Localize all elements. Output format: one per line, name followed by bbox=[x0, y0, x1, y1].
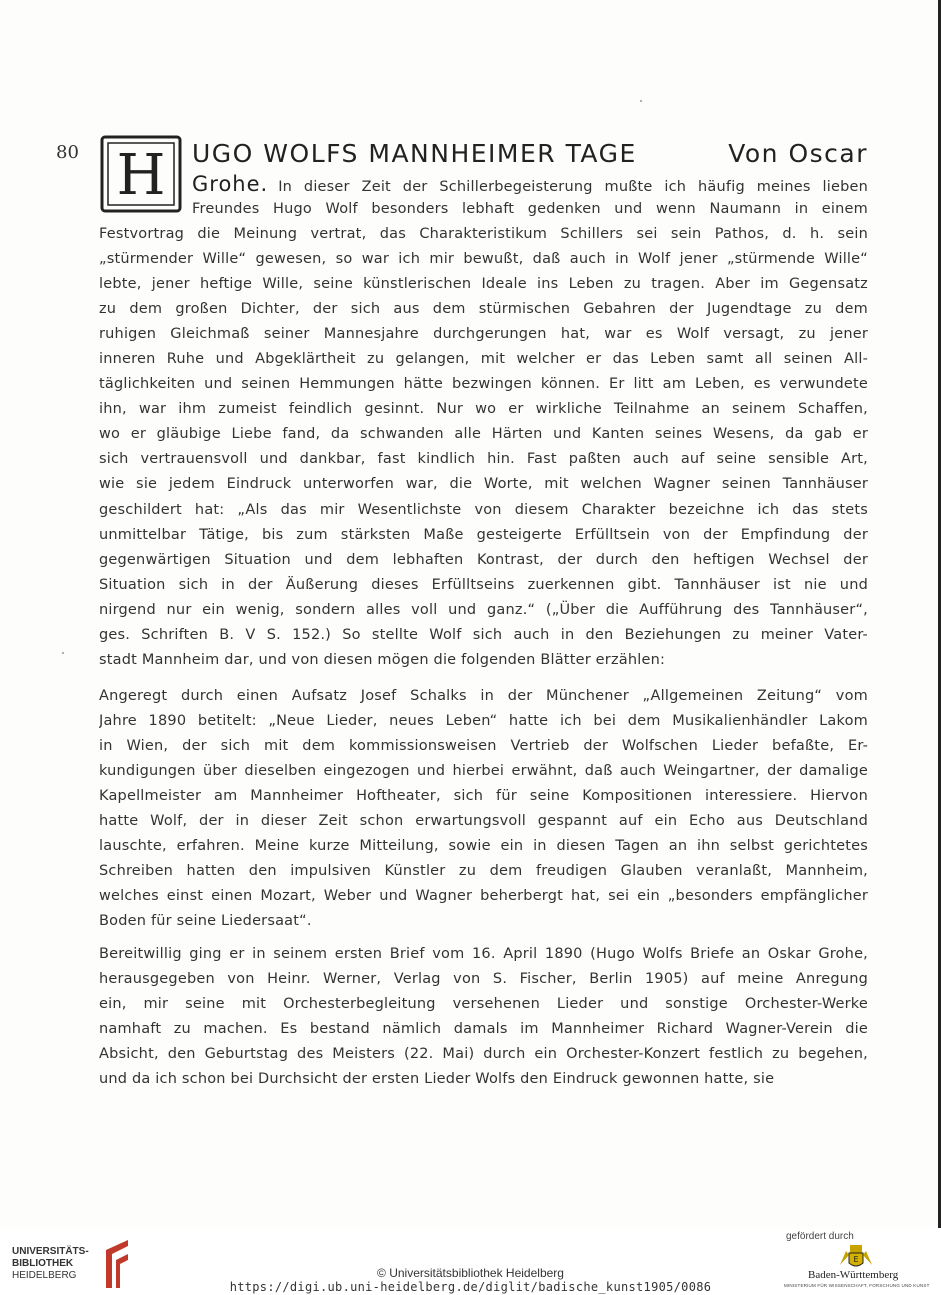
text-line: stadt Mannheim dar, und von diesen mögen die folgenden Blätter erzählen: bbox=[99, 651, 666, 668]
text-line: Jahre 1890 betitelt: „Neue Lieder, neues Leben“ hatte ich bei dem Musikalienhändler Lakom bbox=[99, 713, 868, 730]
scan-speck bbox=[640, 100, 642, 102]
text-line: Festvortrag die Meinung vertrat, das Charakteristikum Schillers sei sein Pathos, d. h. sein bbox=[99, 226, 868, 243]
library-name-line3: HEIDELBERG bbox=[12, 1270, 77, 1281]
text-line: ruhigen Gleichmaß seiner Mannesjahre durchgerungen hat, war es Wolf versagt, zu jener bbox=[99, 326, 868, 343]
page-number: 80 bbox=[56, 142, 79, 163]
text-line bbox=[192, 172, 868, 197]
text-line: in Wien, der sich mit dem kommissionsweisen Vertrieb der Wolfschen Lieder befaßte, Er- bbox=[99, 738, 868, 755]
article-title: UGO WOLFS MANNHEIMER TAGE bbox=[192, 139, 637, 168]
text-line: lauschte, erfahren. Meine kurze Mitteilung, sowie ein in diesen Tagen an ihn selbst gerichtetes bbox=[99, 838, 868, 855]
byline: Von Oscar bbox=[728, 139, 868, 168]
text-line: Situation sich in der Äußerung dieses Erfülltseins zuerkennen gibt. Tannhäuser ist nie und bbox=[99, 576, 868, 593]
text-line: inneren Ruhe und Abgeklärtheit zu gelangen, mit welcher er das Leben samt all seinen All- bbox=[99, 351, 868, 368]
text-line: geschildert hat: „Als das mir Wesentlichste von diesem Charakter bezeichne ich das stets bbox=[99, 501, 868, 518]
text-line: sich vertrauensvoll und dankbar, fast kindlich hin. Fast paßten auch auf seine sensible Art, bbox=[99, 451, 868, 468]
text-line: nirgend nur ein wenig, sondern alles voll und ganz.“ („Über die Aufführung des Tannhäuser“, bbox=[99, 601, 868, 618]
text-line: ihn, war ihm zumeist feindlich gesinnt. Nur wo er wirkliche Teilnahme an seinem Schaffen, bbox=[99, 401, 868, 418]
text-line: gegenwärtigen Situation und dem lebhaften Kontrast, der durch den heftigen Wechsel der bbox=[99, 551, 868, 568]
text-line-content: In dieser Zeit der Schillerbegeisterung mußte ich häufig meines lieben bbox=[278, 179, 868, 195]
copyright-notice: © Universitätsbibliothek Heidelberg bbox=[377, 1266, 564, 1280]
footer bbox=[0, 1228, 941, 1295]
permalink-url[interactable]: https://digi.ub.uni-heidelberg.de/diglit/badische_kunst1905/0086 bbox=[229, 1280, 712, 1294]
sponsor-logo bbox=[780, 1231, 930, 1293]
text-line: Absicht, den Geburtstag des Meisters (22. Mai) durch ein Orchester-Konzert festlich zu begehen, bbox=[99, 1046, 868, 1063]
author-name: Grohe. bbox=[192, 172, 269, 196]
article-title-line bbox=[192, 139, 868, 168]
drop-cap-letter: H bbox=[116, 143, 166, 208]
coat-of-arms-icon bbox=[838, 1243, 874, 1269]
library-name-line2: BIBLIOTHEK bbox=[12, 1258, 74, 1269]
text-line: wie sie jedem Eindruck unterworfen war, die Worte, mit welchen Wagner seinen Tannhäuser bbox=[99, 476, 868, 493]
text-line: Schreiben hatten den impulsiven Künstler zu dem freudigen Glauben veranlaßt, Mannheim, bbox=[99, 863, 868, 880]
text-line: lebte, jener heftige Wille, seine künstlerischen Ideale ins Leben zu tragen. Aber im Gegensatz bbox=[99, 276, 868, 293]
svg-text:E: E bbox=[853, 1255, 859, 1264]
text-line: zu dem großen Dichter, der sich aus dem stürmischen Gebahren der Jugendtage zu dem bbox=[99, 301, 868, 318]
text-line: Boden für seine Liedersaat“. bbox=[99, 913, 312, 930]
text-line: ein, mir seine mit Orchesterbegleitung versehenen Lieder und sonstige Orchester-Werke bbox=[99, 996, 868, 1013]
text-line: namhaft zu machen. Es bestand nämlich damals im Mannheimer Richard Wagner-Verein die bbox=[99, 1021, 868, 1038]
text-line: welches einst einen Mozart, Weber und Wagner beherbergt hat, sei ein „besonders empfänglicher bbox=[99, 888, 868, 905]
text-line: hatte Wolf, der in dieser Zeit schon erwartungsvoll gespannt auf ein Echo aus Deutschland bbox=[99, 813, 868, 830]
text-line: Angeregt durch einen Aufsatz Josef Schalks in der Münchener „Allgemeinen Zeitung“ vom bbox=[99, 688, 868, 704]
text-line: Kapellmeister am Mannheimer Hoftheater, sich für seine Kompositionen interessiere. Hiervon bbox=[99, 788, 868, 805]
text-line: täglichkeiten und seinen Hemmungen hätte bezwingen können. Er litt am Leben, es verwundete bbox=[99, 376, 868, 393]
text-line: „stürmender Wille“ gewesen, so war ich mir bewußt, daß auch in Wolf jener „stürmende Wille“ bbox=[99, 251, 868, 268]
text-line: herausgegeben von Heinr. Werner, Verlag von S. Fischer, Berlin 1905) auf meine Anregung bbox=[99, 971, 868, 988]
text-line: Bereitwillig ging er in seinem ersten Brief vom 16. April 1890 (Hugo Wolfs Briefe an Oskar Grohe, bbox=[99, 946, 868, 962]
scan-speck bbox=[62, 652, 64, 654]
library-name-line1: UNIVERSITÄTS- bbox=[12, 1246, 89, 1257]
sponsor-label: gefördert durch bbox=[786, 1231, 854, 1242]
drop-cap bbox=[99, 134, 183, 214]
sponsor-name: Baden-Württemberg bbox=[808, 1269, 899, 1281]
ministry-name: MINISTERIUM FÜR WISSENSCHAFT, FORSCHUNG UND KUNST bbox=[784, 1283, 930, 1288]
text-line: kundigungen über dieselben eingezogen und hierbei erwähnt, daß auch Weingartner, der damalige bbox=[99, 763, 868, 780]
text-line: Freundes Hugo Wolf besonders lebhaft gedenken und wenn Naumann in einem bbox=[192, 201, 868, 218]
text-line: unmittelbar Tätige, bis zum stärksten Maße gesteigerte Erfülltsein von der Empfindung der bbox=[99, 526, 868, 543]
text-line: wo er gläubige Liebe fand, da schwanden alle Härten und Kanten seines Wesens, da gab er bbox=[99, 426, 868, 443]
text-line: ges. Schriften B. V S. 152.) So stellte Wolf sich auch in den Beziehungen zu meiner Vater- bbox=[99, 626, 868, 643]
text-line: und da ich schon bei Durchsicht der ersten Lieder Wolfs den Eindruck gewonnen hatte, sie bbox=[99, 1071, 775, 1088]
